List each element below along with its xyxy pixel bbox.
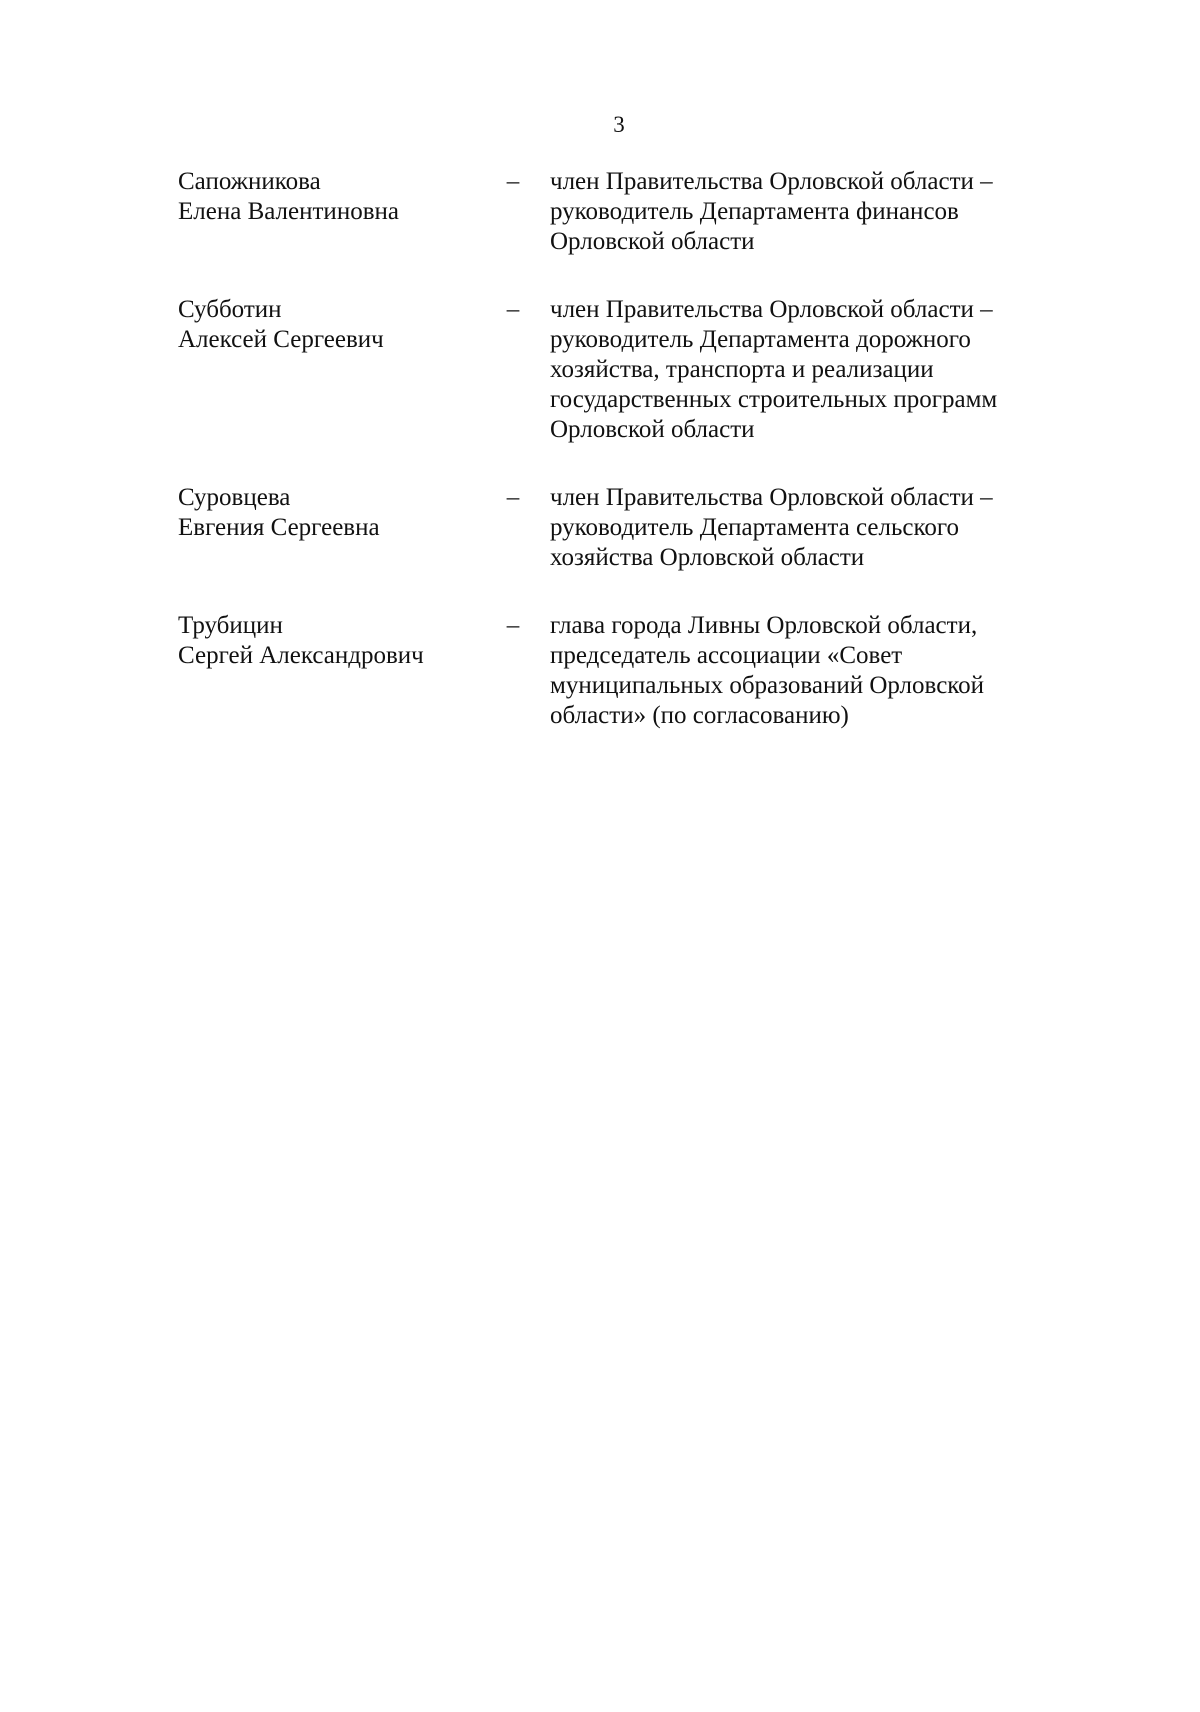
role-line: Орловской области	[550, 416, 755, 443]
member-name	[178, 295, 488, 355]
role-line: член Правительства Орловской области –	[550, 296, 993, 323]
role-line: Орловской области	[550, 228, 755, 255]
member-entry	[178, 167, 1058, 257]
member-given-names: Евгения Сергеевна	[178, 514, 380, 541]
role-line: муниципальных образований Орловской	[550, 672, 985, 699]
member-role	[550, 167, 1058, 257]
member-surname: Трубицин	[178, 612, 283, 639]
member-surname: Сапожникова	[178, 168, 321, 195]
page-number: 3	[613, 112, 625, 137]
separator-dash: –	[506, 612, 520, 639]
member-name	[178, 611, 488, 671]
member-given-names: Сергей Александрович	[178, 642, 424, 669]
role-line: руководитель Департамента дорожного	[550, 326, 971, 353]
separator-dash: –	[506, 296, 520, 323]
member-role	[550, 295, 1058, 445]
role-line: хозяйства, транспорта и реализации	[550, 356, 934, 383]
role-line: член Правительства Орловской области –	[550, 484, 993, 511]
role-line: хозяйства Орловской области	[550, 544, 865, 571]
member-entry	[178, 295, 1058, 445]
member-name	[178, 483, 488, 543]
members-list	[178, 167, 1058, 731]
member-given-names: Алексей Сергеевич	[178, 326, 384, 353]
role-line: член Правительства Орловской области –	[550, 168, 993, 195]
member-role	[550, 483, 1058, 573]
role-line: руководитель Департамента сельского	[550, 514, 959, 541]
member-entry	[178, 611, 1058, 731]
member-role	[550, 611, 1058, 731]
role-line: области» (по согласованию)	[550, 702, 849, 729]
role-line: председатель ассоциации «Совет	[550, 642, 903, 669]
member-name	[178, 167, 488, 227]
member-given-names: Елена Валентиновна	[178, 198, 399, 225]
member-surname: Субботин	[178, 296, 282, 323]
separator-dash: –	[506, 168, 520, 195]
role-line: глава города Ливны Орловской области,	[550, 612, 978, 639]
role-line: государственных строительных программ	[550, 386, 998, 413]
member-surname: Суровцева	[178, 484, 291, 511]
role-line: руководитель Департамента финансов	[550, 198, 959, 225]
member-entry	[178, 483, 1058, 573]
separator-dash: –	[506, 484, 520, 511]
